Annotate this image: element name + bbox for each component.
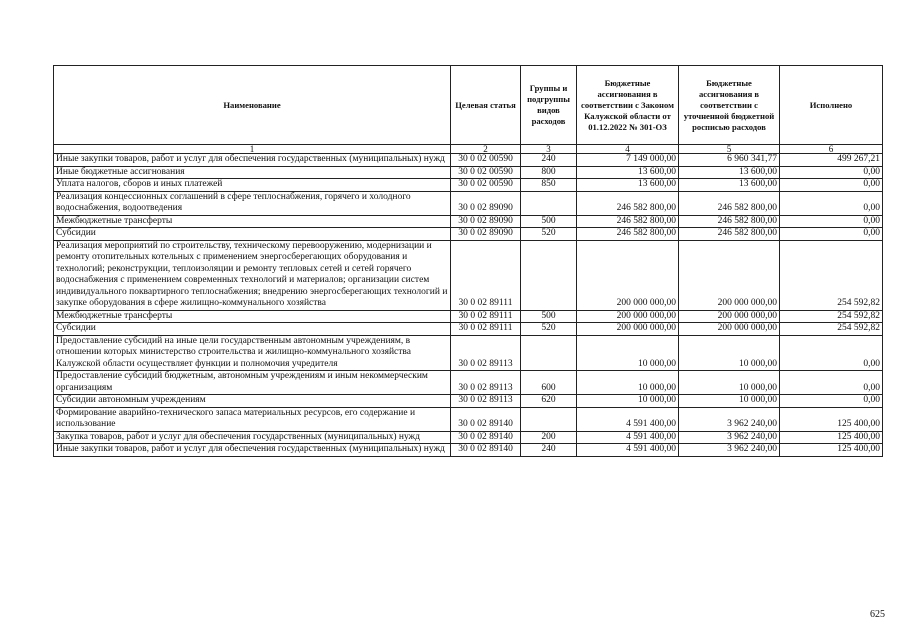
law-allocation-cell: 246 582 800,00 bbox=[577, 215, 679, 228]
table-row bbox=[54, 228, 883, 241]
law-allocation-cell: 246 582 800,00 bbox=[577, 191, 679, 215]
law-allocation-cell: 10 000,00 bbox=[577, 335, 679, 371]
refined-allocation-cell: 10 000,00 bbox=[679, 395, 780, 408]
executed-cell: 125 400,00 bbox=[780, 444, 883, 457]
refined-allocation-cell: 200 000 000,00 bbox=[679, 310, 780, 323]
target-article-cell: 30 0 02 89113 bbox=[451, 395, 521, 408]
executed-cell: 0,00 bbox=[780, 191, 883, 215]
law-allocation-cell: 246 582 800,00 bbox=[577, 228, 679, 241]
law-allocation-cell: 13 600,00 bbox=[577, 179, 679, 192]
target-article-cell: 30 0 02 89140 bbox=[451, 407, 521, 431]
expense-group-cell: 240 bbox=[521, 444, 577, 457]
executed-cell: 0,00 bbox=[780, 215, 883, 228]
law-allocation-cell: 10 000,00 bbox=[577, 371, 679, 395]
target-article-cell: 30 0 02 89111 bbox=[451, 310, 521, 323]
executed-cell: 254 592,82 bbox=[780, 323, 883, 336]
expense-group-cell: 850 bbox=[521, 179, 577, 192]
row-name-cell: Реализация мероприятий по строительству, техническому перевооружению, модернизации и ремонту отопительных котельных с применением энергосберегающих оборудования и технологий; реконструкции, теплоизоляции и ремонту тепловых сетей и сетей горячего водоснабжения с применением современных технологий и материалов; организации систем индивидуального поквартирного теплоснабжения; внедрению энергосберегающих технологий и закупке оборудования в сфере жилищно-коммунального хозяйства bbox=[54, 240, 451, 310]
row-name-cell: Субсидии автономным учреждениям bbox=[54, 395, 451, 408]
header-refined-allocations: Бюджетные ассигнования в соответствии с уточненной бюджетной росписью расходов bbox=[679, 66, 780, 145]
expense-group-cell bbox=[521, 407, 577, 431]
header-name: Наименование bbox=[54, 66, 451, 145]
column-number: 3 bbox=[521, 145, 577, 154]
table-row bbox=[54, 154, 883, 167]
executed-cell: 0,00 bbox=[780, 228, 883, 241]
target-article-cell: 30 0 02 00590 bbox=[451, 166, 521, 179]
refined-allocation-cell: 3 962 240,00 bbox=[679, 431, 780, 444]
target-article-cell: 30 0 02 00590 bbox=[451, 179, 521, 192]
refined-allocation-cell: 200 000 000,00 bbox=[679, 240, 780, 310]
column-number: 6 bbox=[780, 145, 883, 154]
executed-cell: 125 400,00 bbox=[780, 431, 883, 444]
header-row bbox=[54, 66, 883, 145]
column-number: 4 bbox=[577, 145, 679, 154]
row-name-cell: Межбюджетные трансферты bbox=[54, 310, 451, 323]
expense-group-cell: 240 bbox=[521, 154, 577, 167]
refined-allocation-cell: 6 960 341,77 bbox=[679, 154, 780, 167]
budget-table bbox=[53, 65, 883, 457]
row-name-cell: Иные закупки товаров, работ и услуг для обеспечения государственных (муниципальных) нужд bbox=[54, 154, 451, 167]
refined-allocation-cell: 3 962 240,00 bbox=[679, 407, 780, 431]
target-article-cell: 30 0 02 89140 bbox=[451, 431, 521, 444]
table-row bbox=[54, 191, 883, 215]
table-row bbox=[54, 395, 883, 408]
row-name-cell: Иные бюджетные ассигнования bbox=[54, 166, 451, 179]
expense-group-cell: 800 bbox=[521, 166, 577, 179]
refined-allocation-cell: 10 000,00 bbox=[679, 371, 780, 395]
row-name-cell: Субсидии bbox=[54, 323, 451, 336]
target-article-cell: 30 0 02 89113 bbox=[451, 335, 521, 371]
row-name-cell: Межбюджетные трансферты bbox=[54, 215, 451, 228]
refined-allocation-cell: 200 000 000,00 bbox=[679, 323, 780, 336]
table-row bbox=[54, 179, 883, 192]
table-row bbox=[54, 310, 883, 323]
column-number: 1 bbox=[54, 145, 451, 154]
target-article-cell: 30 0 02 89140 bbox=[451, 444, 521, 457]
law-allocation-cell: 4 591 400,00 bbox=[577, 407, 679, 431]
expense-group-cell: 200 bbox=[521, 431, 577, 444]
law-allocation-cell: 7 149 000,00 bbox=[577, 154, 679, 167]
table-row bbox=[54, 166, 883, 179]
row-name-cell: Предоставление субсидий бюджетным, автономным учреждениям и иным некоммерческим организациям bbox=[54, 371, 451, 395]
executed-cell: 0,00 bbox=[780, 166, 883, 179]
executed-cell: 0,00 bbox=[780, 395, 883, 408]
law-allocation-cell: 10 000,00 bbox=[577, 395, 679, 408]
page-number: 625 bbox=[870, 609, 885, 620]
refined-allocation-cell: 10 000,00 bbox=[679, 335, 780, 371]
refined-allocation-cell: 3 962 240,00 bbox=[679, 444, 780, 457]
table-row bbox=[54, 240, 883, 310]
law-allocation-cell: 200 000 000,00 bbox=[577, 323, 679, 336]
expense-group-cell: 600 bbox=[521, 371, 577, 395]
header-target-article: Целевая статья bbox=[451, 66, 521, 145]
refined-allocation-cell: 13 600,00 bbox=[679, 166, 780, 179]
header-expense-group: Группы и подгруппы видов расходов bbox=[521, 66, 577, 145]
expense-group-cell: 500 bbox=[521, 310, 577, 323]
row-name-cell: Субсидии bbox=[54, 228, 451, 241]
target-article-cell: 30 0 02 89113 bbox=[451, 371, 521, 395]
law-allocation-cell: 13 600,00 bbox=[577, 166, 679, 179]
executed-cell: 125 400,00 bbox=[780, 407, 883, 431]
target-article-cell: 30 0 02 89090 bbox=[451, 228, 521, 241]
executed-cell: 0,00 bbox=[780, 179, 883, 192]
expense-group-cell: 520 bbox=[521, 323, 577, 336]
table-row bbox=[54, 215, 883, 228]
table-row bbox=[54, 431, 883, 444]
refined-allocation-cell: 246 582 800,00 bbox=[679, 228, 780, 241]
executed-cell: 0,00 bbox=[780, 371, 883, 395]
column-number: 2 bbox=[451, 145, 521, 154]
refined-allocation-cell: 246 582 800,00 bbox=[679, 191, 780, 215]
target-article-cell: 30 0 02 89090 bbox=[451, 191, 521, 215]
refined-allocation-cell: 246 582 800,00 bbox=[679, 215, 780, 228]
expense-group-cell bbox=[521, 191, 577, 215]
law-allocation-cell: 4 591 400,00 bbox=[577, 431, 679, 444]
refined-allocation-cell: 13 600,00 bbox=[679, 179, 780, 192]
table-row bbox=[54, 335, 883, 371]
table-row bbox=[54, 444, 883, 457]
executed-cell: 254 592,82 bbox=[780, 240, 883, 310]
target-article-cell: 30 0 02 00590 bbox=[451, 154, 521, 167]
row-name-cell: Уплата налогов, сборов и иных платежей bbox=[54, 179, 451, 192]
table-row bbox=[54, 323, 883, 336]
row-name-cell: Реализация концессионных соглашений в сфере теплоснабжения, горячего и холодного водоснабжения, водоотведения bbox=[54, 191, 451, 215]
target-article-cell: 30 0 02 89111 bbox=[451, 323, 521, 336]
row-name-cell: Формирование аварийно-технического запаса материальных ресурсов, его содержание и использование bbox=[54, 407, 451, 431]
executed-cell: 0,00 bbox=[780, 335, 883, 371]
law-allocation-cell: 4 591 400,00 bbox=[577, 444, 679, 457]
row-name-cell: Закупка товаров, работ и услуг для обеспечения государственных (муниципальных) нужд bbox=[54, 431, 451, 444]
row-name-cell: Предоставление субсидий на иные цели государственным автономным учреждениям, в отношении которых министерство строительства и жилищно-коммунального хозяйства Калужской области осуществляет функции и полномочия учредителя bbox=[54, 335, 451, 371]
expense-group-cell bbox=[521, 240, 577, 310]
law-allocation-cell: 200 000 000,00 bbox=[577, 310, 679, 323]
row-name-cell: Иные закупки товаров, работ и услуг для обеспечения государственных (муниципальных) нужд bbox=[54, 444, 451, 457]
target-article-cell: 30 0 02 89090 bbox=[451, 215, 521, 228]
executed-cell: 254 592,82 bbox=[780, 310, 883, 323]
executed-cell: 499 267,21 bbox=[780, 154, 883, 167]
table-body bbox=[54, 154, 883, 457]
expense-group-cell: 520 bbox=[521, 228, 577, 241]
law-allocation-cell: 200 000 000,00 bbox=[577, 240, 679, 310]
header-executed: Исполнено bbox=[780, 66, 883, 145]
column-number-row bbox=[54, 145, 883, 154]
column-number: 5 bbox=[679, 145, 780, 154]
table-row bbox=[54, 407, 883, 431]
expense-group-cell bbox=[521, 335, 577, 371]
expense-group-cell: 500 bbox=[521, 215, 577, 228]
table-row bbox=[54, 371, 883, 395]
expense-group-cell: 620 bbox=[521, 395, 577, 408]
header-law-allocations: Бюджетные ассигнования в соответствии с Законом Калужской области от 01.12.2022 № 301-ОЗ bbox=[577, 66, 679, 145]
target-article-cell: 30 0 02 89111 bbox=[451, 240, 521, 310]
